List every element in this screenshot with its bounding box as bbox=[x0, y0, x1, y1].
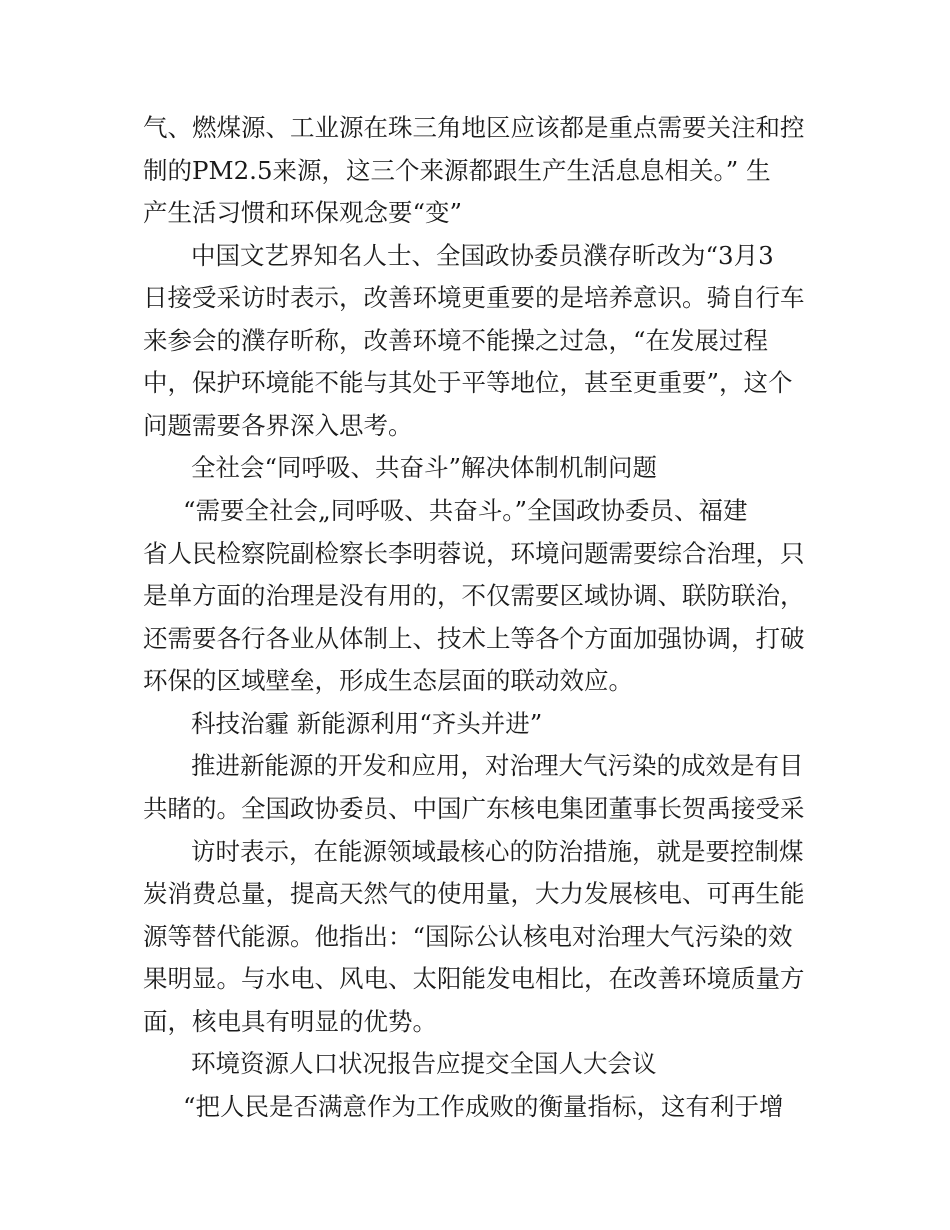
text-line: 面，核电具有明显的优势。 bbox=[143, 1007, 437, 1036]
paragraph-start-line: 推进新能源的开发和应用，对治理大气污染的成效是有目 bbox=[191, 751, 804, 780]
text-line: 还需要各行各业从体制上、技术上等各个方面加强协调，打破 bbox=[143, 624, 805, 653]
paragraph-start-line: “把人民是否满意作为工作成败的衡量指标，这有利于增 bbox=[183, 1092, 784, 1121]
text-line: 来参会的濮存昕称，改善环境不能操之过急，“在发展过程 bbox=[143, 326, 769, 355]
paragraph-start-line: “需要全社会„同呼吸、共奋斗。”全国政协委员、福建 bbox=[183, 496, 748, 525]
section-heading: 科技治霾 新能源利用“齐头并进” bbox=[191, 709, 543, 738]
text-line: 制的PM2.5来源，这三个来源都跟生产生活息息相关。” 生 bbox=[143, 156, 771, 185]
section-heading: 环境资源人口状况报告应提交全国人大会议 bbox=[191, 1049, 657, 1078]
text-line: 气、燃煤源、工业源在珠三角地区应该都是重点需要关注和控 bbox=[143, 113, 805, 142]
text-line: 果明显。与水电、风电、太阳能发电相比，在改善环境质量方 bbox=[143, 964, 805, 993]
text-line: 源等替代能源。他指出：“国际公认核电对治理大气污染的效 bbox=[143, 922, 793, 951]
text-line: 产生活习惯和环保观念要“变” bbox=[143, 198, 463, 227]
paragraph-start-line: 中国文艺界知名人士、全国政协委员濮存昕改为“3月3 bbox=[191, 241, 774, 270]
section-heading: 全社会“同呼吸、共奋斗”解决体制机制问题 bbox=[191, 453, 658, 482]
text-line: 问题需要各界深入思考。 bbox=[143, 411, 413, 440]
text-line: 省人民检察院副检察长李明蓉说，环境问题需要综合治理，只 bbox=[143, 539, 805, 568]
text-line: 是单方面的治理是没有用的，不仅需要区域协调、联防联治， bbox=[143, 581, 805, 610]
text-line: 环保的区域壁垒，形成生态层面的联动效应。 bbox=[143, 666, 633, 695]
text-line: 日接受采访时表示，改善环境更重要的是培养意识。骑自行车 bbox=[143, 283, 805, 312]
paragraph-start-line: 访时表示，在能源领域最核心的防治措施，就是要控制煤 bbox=[191, 837, 804, 866]
text-line: 炭消费总量，提高天然气的使用量，大力发展核电、可再生能 bbox=[143, 879, 805, 908]
text-line: 中，保护环境能不能与其处于平等地位，甚至更重要”，这个 bbox=[143, 368, 793, 397]
text-line: 共睹的。全国政协委员、中国广东核电集团董事长贺禹接受采 bbox=[143, 794, 805, 823]
